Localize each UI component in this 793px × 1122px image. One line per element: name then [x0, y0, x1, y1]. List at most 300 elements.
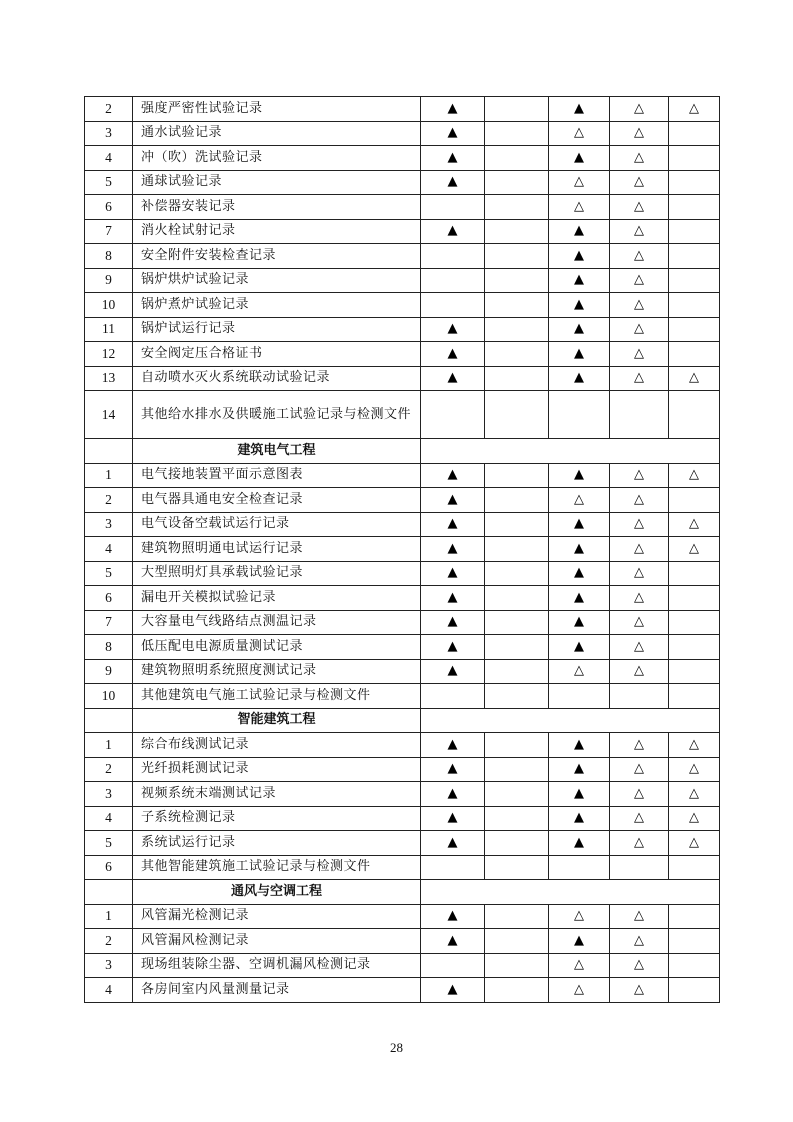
section-blank-cell: [421, 708, 720, 733]
item-number: 5: [85, 831, 133, 856]
mark-cell-col-1: [421, 610, 485, 635]
table-row: [85, 268, 720, 293]
mark-cell-col-3: [549, 512, 610, 537]
mark-cell-col-5: [669, 463, 720, 488]
hollow-triangle-icon: △: [634, 540, 644, 556]
mark-cell-col-3: [549, 929, 610, 954]
mark-cell-col-3: [549, 391, 610, 439]
item-number: 2: [85, 488, 133, 513]
mark-cell-col-3: [549, 659, 610, 684]
item-name: 通水试验记录: [133, 121, 421, 146]
mark-cell-col-4: [610, 684, 669, 709]
filled-triangle-icon: ▲: [447, 589, 458, 605]
hollow-triangle-icon: △: [634, 125, 644, 141]
mark-cell-col-1: [421, 488, 485, 513]
mark-cell-col-1: [421, 757, 485, 782]
item-name: 漏电开关模拟试验记录: [133, 586, 421, 611]
mark-cell-col-4: [610, 463, 669, 488]
mark-cell-col-1: [421, 782, 485, 807]
section-number-cell: [85, 880, 133, 905]
mark-cell-col-5: [669, 366, 720, 391]
table-row: [85, 121, 720, 146]
hollow-triangle-icon: △: [689, 810, 699, 826]
mark-cell-col-5: [669, 733, 720, 758]
item-number: 5: [85, 170, 133, 195]
section-header-row: [85, 708, 720, 733]
filled-triangle-icon: ▲: [574, 614, 584, 630]
section-blank-cell: [421, 439, 720, 464]
item-name: 电气设备空载试运行记录: [133, 512, 421, 537]
mark-cell-col-4: [610, 904, 669, 929]
item-number: 10: [85, 293, 133, 318]
mark-cell-col-4: [610, 244, 669, 269]
filled-triangle-icon: ▲: [447, 785, 458, 801]
mark-cell-col-5: [669, 929, 720, 954]
mark-cell-col-2: [485, 953, 549, 978]
filled-triangle-icon: ▲: [574, 540, 584, 556]
mark-cell-col-4: [610, 366, 669, 391]
mark-cell-col-5: [669, 268, 720, 293]
hollow-triangle-icon: △: [689, 467, 699, 483]
mark-cell-col-3: [549, 146, 610, 171]
section-blank-cell: [421, 880, 720, 905]
mark-cell-col-4: [610, 391, 669, 439]
mark-cell-col-2: [485, 929, 549, 954]
table-row: [85, 170, 720, 195]
filled-triangle-icon: ▲: [447, 981, 458, 997]
table-row: [85, 782, 720, 807]
filled-triangle-icon: ▲: [574, 223, 584, 239]
mark-cell-col-2: [485, 268, 549, 293]
hollow-triangle-icon: △: [574, 125, 584, 141]
mark-cell-col-1: [421, 929, 485, 954]
mark-cell-col-4: [610, 219, 669, 244]
mark-cell-col-3: [549, 806, 610, 831]
hollow-triangle-icon: △: [634, 345, 644, 361]
item-name: 补偿器安装记录: [133, 195, 421, 220]
section-number-cell: [85, 439, 133, 464]
mark-cell-col-4: [610, 488, 669, 513]
mark-cell-col-2: [485, 561, 549, 586]
item-name: 强度严密性试验记录: [133, 97, 421, 122]
hollow-triangle-icon: △: [574, 198, 584, 214]
mark-cell-col-5: [669, 659, 720, 684]
filled-triangle-icon: ▲: [574, 321, 584, 337]
item-number: 4: [85, 146, 133, 171]
item-number: 3: [85, 782, 133, 807]
mark-cell-col-4: [610, 561, 669, 586]
mark-cell-col-4: [610, 659, 669, 684]
mark-cell-col-3: [549, 610, 610, 635]
filled-triangle-icon: ▲: [574, 761, 584, 777]
table-row: [85, 342, 720, 367]
table-row: [85, 659, 720, 684]
item-number: 2: [85, 929, 133, 954]
mark-cell-col-4: [610, 733, 669, 758]
table-row: [85, 929, 720, 954]
mark-cell-col-4: [610, 268, 669, 293]
hollow-triangle-icon: △: [634, 736, 644, 752]
hollow-triangle-icon: △: [634, 981, 644, 997]
mark-cell-col-3: [549, 831, 610, 856]
section-title: 通风与空调工程: [133, 880, 421, 905]
item-name: 通球试验记录: [133, 170, 421, 195]
filled-triangle-icon: ▲: [447, 540, 458, 556]
hollow-triangle-icon: △: [634, 908, 644, 924]
hollow-triangle-icon: △: [634, 467, 644, 483]
item-name: 大容量电气线路结点测温记录: [133, 610, 421, 635]
table-row: [85, 219, 720, 244]
mark-cell-col-1: [421, 146, 485, 171]
filled-triangle-icon: ▲: [574, 834, 584, 850]
mark-cell-col-3: [549, 170, 610, 195]
mark-cell-col-5: [669, 97, 720, 122]
filled-triangle-icon: ▲: [447, 149, 458, 165]
filled-triangle-icon: ▲: [574, 810, 584, 826]
mark-cell-col-2: [485, 121, 549, 146]
mark-cell-col-5: [669, 537, 720, 562]
filled-triangle-icon: ▲: [447, 810, 458, 826]
mark-cell-col-2: [485, 195, 549, 220]
hollow-triangle-icon: △: [634, 491, 644, 507]
mark-cell-col-3: [549, 855, 610, 880]
mark-cell-col-2: [485, 170, 549, 195]
mark-cell-col-1: [421, 317, 485, 342]
item-number: 1: [85, 463, 133, 488]
mark-cell-col-5: [669, 978, 720, 1003]
mark-cell-col-5: [669, 121, 720, 146]
mark-cell-col-4: [610, 929, 669, 954]
mark-cell-col-5: [669, 757, 720, 782]
mark-cell-col-5: [669, 635, 720, 660]
mark-cell-col-4: [610, 757, 669, 782]
mark-cell-col-2: [485, 244, 549, 269]
item-name: 锅炉煮炉试验记录: [133, 293, 421, 318]
hollow-triangle-icon: △: [634, 638, 644, 654]
mark-cell-col-2: [485, 463, 549, 488]
hollow-triangle-icon: △: [634, 932, 644, 948]
mark-cell-col-2: [485, 978, 549, 1003]
mark-cell-col-5: [669, 586, 720, 611]
hollow-triangle-icon: △: [634, 565, 644, 581]
hollow-triangle-icon: △: [689, 736, 699, 752]
item-number: 6: [85, 855, 133, 880]
item-name: 电气器具通电安全检查记录: [133, 488, 421, 513]
filled-triangle-icon: ▲: [574, 247, 584, 263]
filled-triangle-icon: ▲: [574, 932, 584, 948]
item-name: 视频系统末端测试记录: [133, 782, 421, 807]
table-row: [85, 293, 720, 318]
mark-cell-col-2: [485, 782, 549, 807]
mark-cell-col-4: [610, 342, 669, 367]
mark-cell-col-1: [421, 293, 485, 318]
item-name: 其他智能建筑施工试验记录与检测文件: [133, 855, 421, 880]
mark-cell-col-5: [669, 391, 720, 439]
filled-triangle-icon: ▲: [574, 736, 584, 752]
item-number: 4: [85, 806, 133, 831]
mark-cell-col-1: [421, 121, 485, 146]
hollow-triangle-icon: △: [689, 370, 699, 386]
item-name: 其他给水排水及供暖施工试验记录与检测文件: [133, 391, 421, 439]
filled-triangle-icon: ▲: [447, 638, 458, 654]
hollow-triangle-icon: △: [574, 908, 584, 924]
mark-cell-col-1: [421, 855, 485, 880]
section-title: 建筑电气工程: [133, 439, 421, 464]
table-row: [85, 97, 720, 122]
mark-cell-col-4: [610, 953, 669, 978]
mark-cell-col-3: [549, 635, 610, 660]
mark-cell-col-3: [549, 293, 610, 318]
table-row: [85, 978, 720, 1003]
mark-cell-col-4: [610, 317, 669, 342]
hollow-triangle-icon: △: [634, 223, 644, 239]
item-number: 5: [85, 561, 133, 586]
item-number: 9: [85, 659, 133, 684]
mark-cell-col-1: [421, 391, 485, 439]
item-name: 安全附件安装检查记录: [133, 244, 421, 269]
item-name: 风管漏风检测记录: [133, 929, 421, 954]
mark-cell-col-1: [421, 366, 485, 391]
mark-cell-col-2: [485, 684, 549, 709]
item-name: 安全阀定压合格证书: [133, 342, 421, 367]
hollow-triangle-icon: △: [574, 663, 584, 679]
mark-cell-col-2: [485, 488, 549, 513]
table-row: [85, 904, 720, 929]
filled-triangle-icon: ▲: [447, 467, 458, 483]
filled-triangle-icon: ▲: [574, 370, 584, 386]
mark-cell-col-4: [610, 806, 669, 831]
hollow-triangle-icon: △: [634, 834, 644, 850]
item-name: 自动喷水灭火系统联动试验记录: [133, 366, 421, 391]
table-row: [85, 831, 720, 856]
mark-cell-col-2: [485, 293, 549, 318]
item-number: 3: [85, 953, 133, 978]
section-title: 智能建筑工程: [133, 708, 421, 733]
mark-cell-col-3: [549, 195, 610, 220]
hollow-triangle-icon: △: [634, 761, 644, 777]
filled-triangle-icon: ▲: [574, 467, 584, 483]
mark-cell-col-1: [421, 806, 485, 831]
item-name: 低压配电电源质量测试记录: [133, 635, 421, 660]
filled-triangle-icon: ▲: [447, 321, 458, 337]
mark-cell-col-2: [485, 855, 549, 880]
mark-cell-col-2: [485, 610, 549, 635]
filled-triangle-icon: ▲: [447, 491, 458, 507]
mark-cell-col-5: [669, 610, 720, 635]
mark-cell-col-3: [549, 488, 610, 513]
mark-cell-col-3: [549, 733, 610, 758]
hollow-triangle-icon: △: [634, 272, 644, 288]
hollow-triangle-icon: △: [634, 957, 644, 973]
table-row: [85, 512, 720, 537]
item-number: 8: [85, 244, 133, 269]
hollow-triangle-icon: △: [634, 370, 644, 386]
mark-cell-col-1: [421, 733, 485, 758]
mark-cell-col-3: [549, 537, 610, 562]
page-number: 28: [390, 1040, 403, 1055]
table-row: [85, 855, 720, 880]
mark-cell-col-2: [485, 659, 549, 684]
table-row: [85, 806, 720, 831]
item-number: 6: [85, 586, 133, 611]
mark-cell-col-4: [610, 537, 669, 562]
mark-cell-col-3: [549, 268, 610, 293]
table-row: [85, 610, 720, 635]
table-row: [85, 684, 720, 709]
hollow-triangle-icon: △: [689, 516, 699, 532]
hollow-triangle-icon: △: [634, 100, 644, 116]
item-number: 3: [85, 121, 133, 146]
item-number: 9: [85, 268, 133, 293]
mark-cell-col-3: [549, 317, 610, 342]
section-header-row: [85, 439, 720, 464]
mark-cell-col-2: [485, 757, 549, 782]
filled-triangle-icon: ▲: [447, 516, 458, 532]
filled-triangle-icon: ▲: [574, 589, 584, 605]
mark-cell-col-3: [549, 953, 610, 978]
filled-triangle-icon: ▲: [574, 345, 584, 361]
item-number: 11: [85, 317, 133, 342]
mark-cell-col-3: [549, 684, 610, 709]
mark-cell-col-2: [485, 219, 549, 244]
mark-cell-col-3: [549, 757, 610, 782]
hollow-triangle-icon: △: [689, 761, 699, 777]
hollow-triangle-icon: △: [689, 785, 699, 801]
item-name: 其他建筑电气施工试验记录与检测文件: [133, 684, 421, 709]
mark-cell-col-3: [549, 586, 610, 611]
mark-cell-col-1: [421, 244, 485, 269]
mark-cell-col-2: [485, 317, 549, 342]
mark-cell-col-1: [421, 953, 485, 978]
filled-triangle-icon: ▲: [574, 296, 584, 312]
hollow-triangle-icon: △: [634, 589, 644, 605]
mark-cell-col-3: [549, 342, 610, 367]
hollow-triangle-icon: △: [634, 149, 644, 165]
table-row: [85, 488, 720, 513]
mark-cell-col-2: [485, 635, 549, 660]
filled-triangle-icon: ▲: [574, 149, 584, 165]
hollow-triangle-icon: △: [574, 174, 584, 190]
filled-triangle-icon: ▲: [574, 516, 584, 532]
mark-cell-col-2: [485, 342, 549, 367]
item-name: 综合布线测试记录: [133, 733, 421, 758]
item-number: 2: [85, 757, 133, 782]
item-number: 7: [85, 219, 133, 244]
mark-cell-col-5: [669, 806, 720, 831]
hollow-triangle-icon: △: [634, 810, 644, 826]
mark-cell-col-5: [669, 293, 720, 318]
mark-cell-col-3: [549, 463, 610, 488]
table-row: [85, 463, 720, 488]
item-name: 大型照明灯具承载试验记录: [133, 561, 421, 586]
item-number: 4: [85, 537, 133, 562]
mark-cell-col-4: [610, 782, 669, 807]
hollow-triangle-icon: △: [689, 834, 699, 850]
mark-cell-col-5: [669, 219, 720, 244]
mark-cell-col-2: [485, 586, 549, 611]
mark-cell-col-2: [485, 806, 549, 831]
item-number: 4: [85, 978, 133, 1003]
mark-cell-col-3: [549, 561, 610, 586]
mark-cell-col-5: [669, 855, 720, 880]
mark-cell-col-1: [421, 831, 485, 856]
item-number: 1: [85, 904, 133, 929]
item-number: 8: [85, 635, 133, 660]
mark-cell-col-3: [549, 978, 610, 1003]
filled-triangle-icon: ▲: [447, 100, 458, 116]
mark-cell-col-2: [485, 366, 549, 391]
mark-cell-col-4: [610, 170, 669, 195]
mark-cell-col-4: [610, 97, 669, 122]
hollow-triangle-icon: △: [634, 198, 644, 214]
section-number-cell: [85, 708, 133, 733]
filled-triangle-icon: ▲: [447, 345, 458, 361]
filled-triangle-icon: ▲: [447, 614, 458, 630]
filled-triangle-icon: ▲: [574, 638, 584, 654]
item-name: 建筑物照明系统照度测试记录: [133, 659, 421, 684]
item-name: 现场组装除尘器、空调机漏风检测记录: [133, 953, 421, 978]
item-number: 13: [85, 366, 133, 391]
mark-cell-col-1: [421, 684, 485, 709]
mark-cell-col-2: [485, 831, 549, 856]
mark-cell-col-1: [421, 170, 485, 195]
hollow-triangle-icon: △: [689, 540, 699, 556]
mark-cell-col-4: [610, 195, 669, 220]
table-row: [85, 195, 720, 220]
item-number: 12: [85, 342, 133, 367]
mark-cell-col-3: [549, 244, 610, 269]
filled-triangle-icon: ▲: [447, 370, 458, 386]
hollow-triangle-icon: △: [634, 174, 644, 190]
mark-cell-col-5: [669, 561, 720, 586]
item-number: 1: [85, 733, 133, 758]
filled-triangle-icon: ▲: [574, 272, 584, 288]
filled-triangle-icon: ▲: [447, 761, 458, 777]
item-name: 消火栓试射记录: [133, 219, 421, 244]
item-name: 光纤损耗测试记录: [133, 757, 421, 782]
mark-cell-col-5: [669, 146, 720, 171]
mark-cell-col-1: [421, 659, 485, 684]
mark-cell-col-1: [421, 512, 485, 537]
mark-cell-col-5: [669, 317, 720, 342]
hollow-triangle-icon: △: [634, 663, 644, 679]
item-number: 6: [85, 195, 133, 220]
mark-cell-col-1: [421, 195, 485, 220]
mark-cell-col-4: [610, 586, 669, 611]
hollow-triangle-icon: △: [574, 491, 584, 507]
item-number: 7: [85, 610, 133, 635]
mark-cell-col-4: [610, 610, 669, 635]
mark-cell-col-1: [421, 97, 485, 122]
filled-triangle-icon: ▲: [447, 174, 458, 190]
mark-cell-col-5: [669, 831, 720, 856]
mark-cell-col-3: [549, 904, 610, 929]
mark-cell-col-4: [610, 831, 669, 856]
item-number: 2: [85, 97, 133, 122]
table-row: [85, 391, 720, 439]
table-row: [85, 537, 720, 562]
mark-cell-col-1: [421, 561, 485, 586]
item-number: 14: [85, 391, 133, 439]
item-name: 锅炉试运行记录: [133, 317, 421, 342]
mark-cell-col-2: [485, 904, 549, 929]
mark-cell-col-1: [421, 342, 485, 367]
table-row: [85, 561, 720, 586]
hollow-triangle-icon: △: [634, 785, 644, 801]
mark-cell-col-5: [669, 342, 720, 367]
hollow-triangle-icon: △: [574, 981, 584, 997]
mark-cell-col-1: [421, 904, 485, 929]
